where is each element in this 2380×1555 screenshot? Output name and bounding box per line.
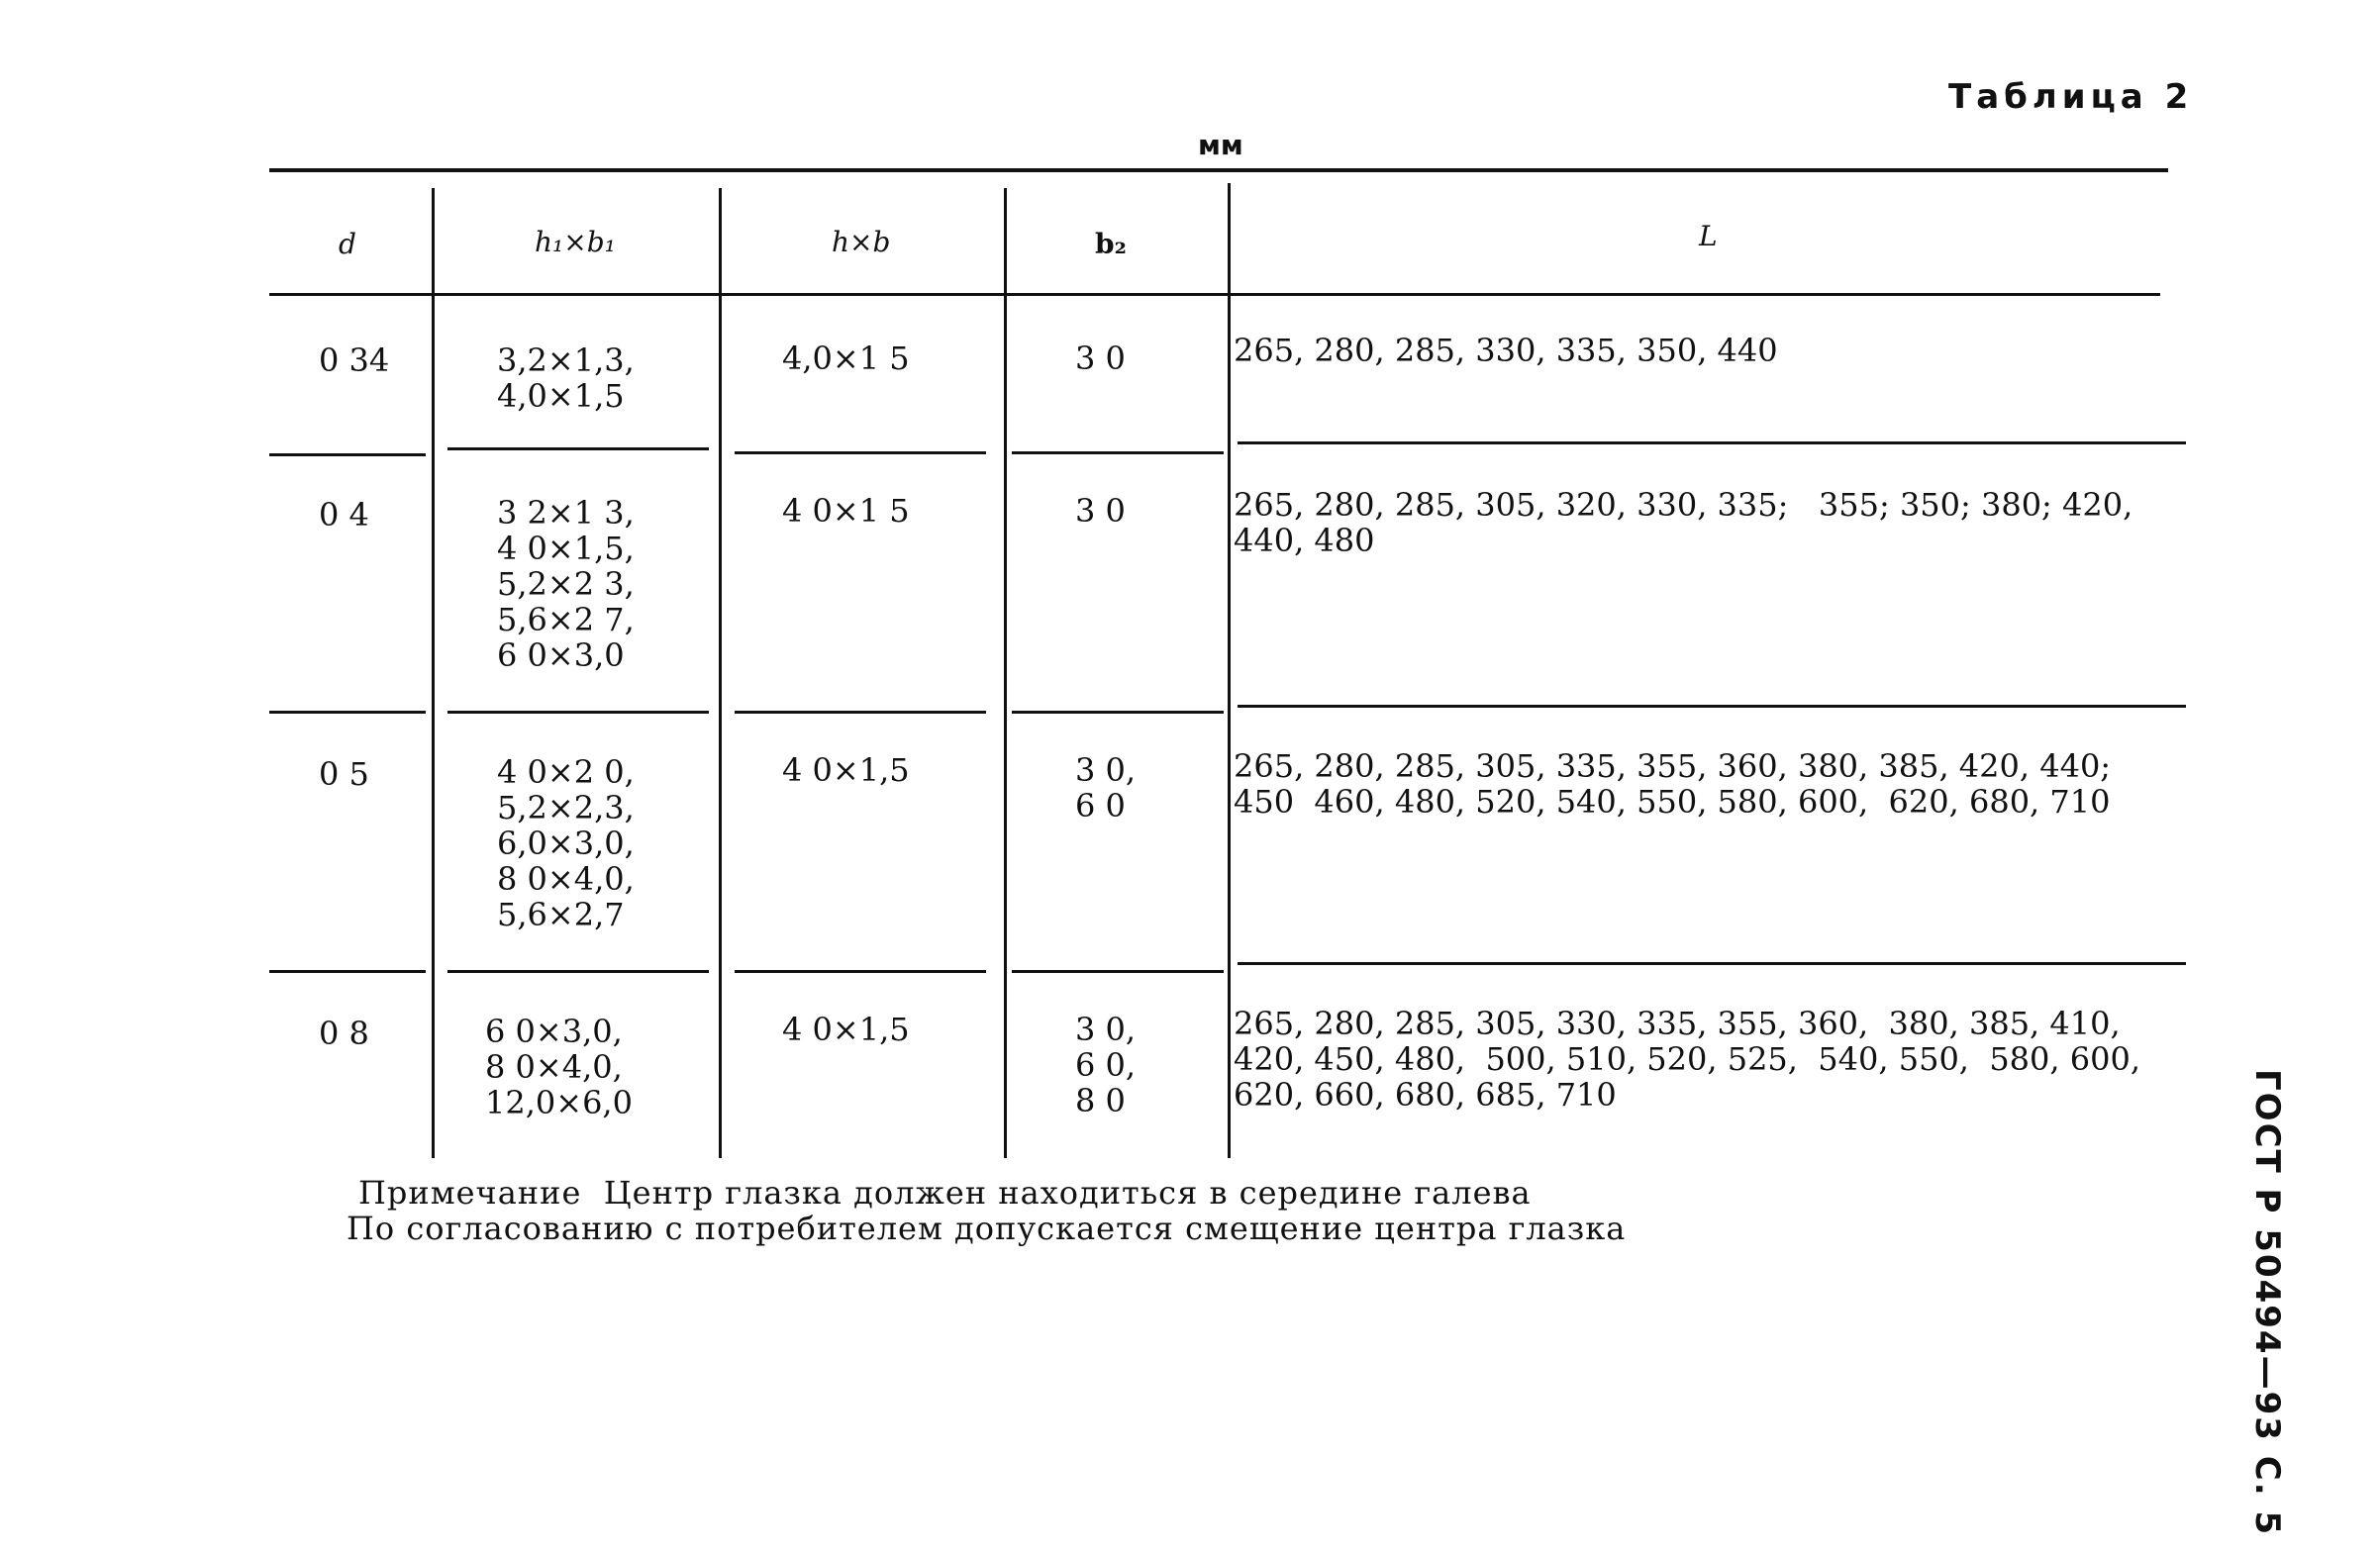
row-divider bbox=[269, 453, 426, 456]
row-divider bbox=[1238, 441, 2186, 444]
cell-b2: 3 0, 6 0 bbox=[1075, 751, 1137, 825]
cell-hb: 4 0×1 5 bbox=[782, 492, 910, 530]
header-h1b1: h₁×b₁ bbox=[535, 226, 616, 258]
column-divider bbox=[432, 188, 435, 1158]
note-line-2: По согласованию с потребителем допускается смещение центра глазка bbox=[347, 1210, 1627, 1247]
row-divider bbox=[269, 970, 426, 973]
row-divider bbox=[447, 447, 709, 450]
cell-hb: 4,0×1 5 bbox=[782, 340, 910, 377]
cell-hb: 4 0×1,5 bbox=[782, 751, 910, 789]
column-divider bbox=[719, 188, 722, 1158]
cell-L: 265, 280, 285, 305, 330, 335, 355, 360, 380, 385, 410, 420, 450, 480, 500, 510, 520, 525, 540, 550, 580, 600, 620, 660, 680, 685, 710 bbox=[1234, 1005, 2140, 1114]
units-label: мм bbox=[1198, 129, 1243, 161]
cell-hb: 4 0×1,5 bbox=[782, 1011, 910, 1048]
note-line-1: Примечание Центр глазка должен находиться в середине галева bbox=[358, 1174, 1532, 1212]
cell-b2: 3 0, 6 0, 8 0 bbox=[1075, 1011, 1137, 1119]
cell-h1b1: 6 0×3,0, 8 0×4,0, 12,0×6,0 bbox=[485, 1013, 633, 1121]
side-label-text: ГОСТ Р 50494—93 С. 5 bbox=[2247, 1069, 2287, 1537]
cell-b2: 3 0 bbox=[1075, 340, 1126, 377]
cell-h1b1: 3 2×1 3, 4 0×1,5, 5,2×2 3, 5,6×2 7, 6 0×3,0 bbox=[497, 494, 635, 674]
cell-L: 265, 280, 285, 305, 320, 330, 335; 355; 350; 380; 420, 440, 480 bbox=[1234, 486, 2133, 559]
side-label bbox=[2247, 1069, 2287, 1537]
cell-d: 0 34 bbox=[319, 341, 390, 379]
row-divider bbox=[1012, 711, 1224, 714]
row-divider bbox=[735, 711, 986, 714]
row-divider bbox=[269, 711, 426, 714]
column-divider bbox=[1004, 188, 1007, 1158]
table-title: Таблица 2 bbox=[1948, 77, 2194, 117]
row-divider bbox=[1238, 705, 2186, 708]
row-divider bbox=[1012, 451, 1224, 454]
row-divider bbox=[447, 970, 709, 973]
cell-d: 0 8 bbox=[319, 1015, 369, 1052]
header-hb: h×b bbox=[832, 226, 891, 258]
header-L: L bbox=[1699, 220, 1718, 252]
cell-h1b1: 4 0×2 0, 5,2×2,3, 6,0×3,0, 8 0×4,0, 5,6×2,7 bbox=[497, 753, 635, 933]
row-divider bbox=[1238, 962, 2186, 965]
table-top-rule bbox=[269, 168, 2168, 172]
cell-d: 0 4 bbox=[319, 496, 369, 534]
cell-d: 0 5 bbox=[319, 755, 369, 793]
row-divider bbox=[735, 970, 986, 973]
table-header-rule bbox=[269, 293, 2160, 296]
cell-h1b1: 3,2×1,3, 4,0×1,5 bbox=[497, 341, 635, 415]
cell-L: 265, 280, 285, 330, 335, 350, 440 bbox=[1234, 332, 1778, 369]
header-d: d bbox=[339, 228, 356, 260]
row-divider bbox=[1012, 970, 1224, 973]
cell-L: 265, 280, 285, 305, 335, 355, 360, 380, 385, 420, 440; 450 460, 480, 520, 540, 550, 580, 600, 620, 680, 710 bbox=[1234, 747, 2112, 821]
column-divider bbox=[1228, 183, 1231, 1158]
row-divider bbox=[447, 711, 709, 714]
row-divider bbox=[735, 451, 986, 454]
cell-b2: 3 0 bbox=[1075, 492, 1126, 530]
header-b2: b₂ bbox=[1095, 228, 1127, 260]
